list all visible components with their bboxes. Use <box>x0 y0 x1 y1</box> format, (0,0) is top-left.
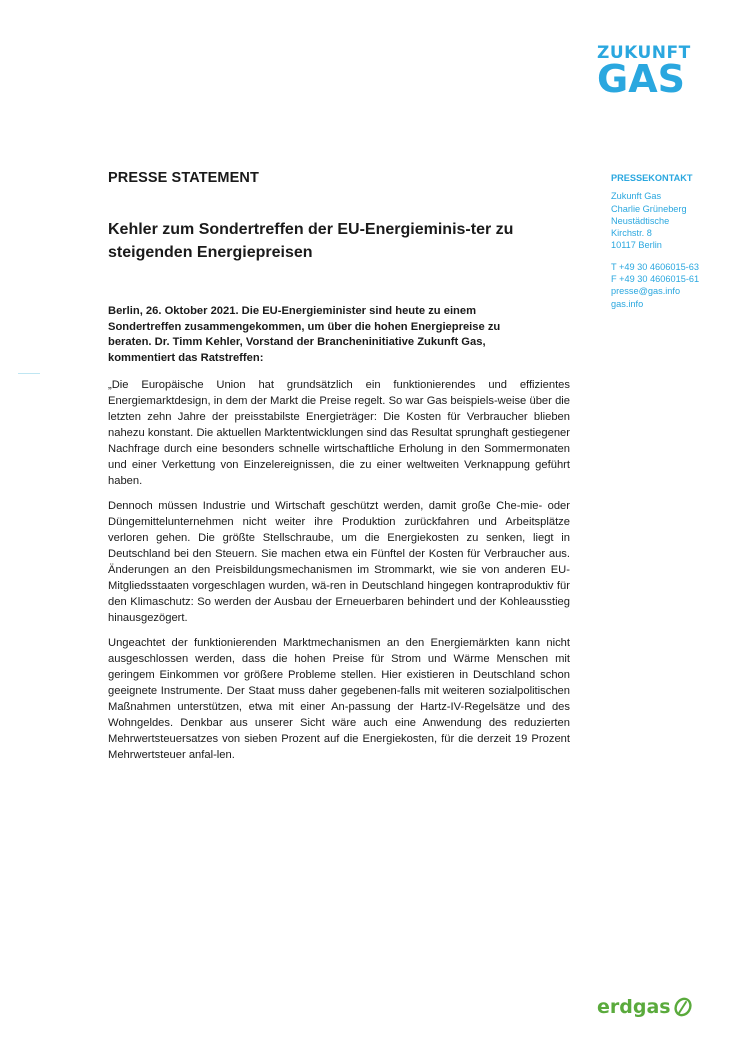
contact-website[interactable]: gas.info <box>611 298 644 309</box>
body-paragraph: „Die Europäische Union hat grundsätzlich ein funktionierendes und effizientes Energiemarktdesign, in dem der Markt die Preise regelt. So war Gas beispiels-weise über die letzten zehn Jahre der preisstabilste Energieträger: Die Kosten für Verbraucher blieben nahezu konstant. Die aktuellen Marktentwicklungen sind das Resultat sprunghaft gestiegener Nachfrage durch eine besonders schnelle wirtschaftliche Erholung in den Sommermonaten und einer Verkettung von Einzelereignissen, die zu einer weltweiten Verknappung geführt haben. <box>108 379 570 487</box>
body-text <box>108 377 570 772</box>
lead-paragraph: Berlin, 26. Oktober 2021. Die EU-Energieminister sind heute zu einem Sondertreffen zusammengekommen, um über die hohen Energiepreise zu beraten. Dr. Timm Kehler, Vorstand der Brancheninitiative Zukunft Gas, kommentiert das Ratstreffen: <box>108 305 501 364</box>
margin-mark <box>18 373 40 374</box>
headline: Kehler zum Sondertreffen der EU-Energieminis-ter zu steigenden Energiepreisen <box>108 221 514 261</box>
leaf-icon <box>673 997 693 1017</box>
document-type: PRESSE STATEMENT <box>108 170 259 186</box>
logo-line-gas: GAS <box>597 57 685 101</box>
contact-person: Charlie Grüneberg <box>611 203 687 214</box>
press-contact <box>611 172 699 310</box>
body-paragraph: Ungeachtet der funktionierenden Marktmechanismen an den Energiemärkten kann nicht ausgeschlossen werden, dass die hohen Preise für Strom und Wärme Menschen mit geringem Einkommen vor größere Probleme stellen. Hier existieren in Deutschland schon geeignete Instrumente. Der Staat muss daher gegebenen-falls mit weiteren sozialpolitischen Maßnahmen unterstützen, etwa mit einer An-passung der Hartz-IV-Regelsätze und des Wohngeldes. Denkbar aus unserer Sicht wäre auch eine Anwendung des reduzierten Mehrwertsteuersatzes von sieben Prozent auf die Energiekosten, für die derzeit 19 Prozent Mehrwertsteuer anfal-len. <box>108 637 570 761</box>
erdgas-wordmark: erdgas <box>597 996 671 1018</box>
contact-email[interactable]: presse@gas.info <box>611 286 681 297</box>
logo-line-zukunft: ZUKUNFT <box>597 43 691 63</box>
contact-fax: F +49 30 4606015-61 <box>611 274 700 285</box>
body-paragraph: Dennoch müssen Industrie und Wirtschaft geschützt werden, damit große Che-mie- oder Düngemittelunternehmen nicht weiter ihre Produktion zurückfahren und Arbeitsplätze verloren gehen. Die größte Stellschraube, um die Energiekosten zu senken, liegt in Deutschland bei den Steuern. Sie machen etwa ein Fünftel der Kosten für Verbraucher aus. Änderungen an den Preisbildungsmechanismen im Strommarkt, wie sie von anderen EU-Mitgliedsstaaten vorgeschlagen wurden, wä-ren in Deutschland hingegen kontraproduktiv für den Klimaschutz: So werden der Ausbau der Erneuerbaren behindert und der Kohleausstieg hinausgezögert. <box>108 500 570 624</box>
contact-org: Zukunft Gas <box>611 191 662 202</box>
erdgas-logo <box>597 996 693 1018</box>
contact-city: 10117 Berlin <box>611 240 662 251</box>
contact-phone: T +49 30 4606015-63 <box>611 261 699 272</box>
contact-street-2: Kirchstr. 8 <box>611 228 652 239</box>
zukunft-gas-logo <box>597 43 697 101</box>
contact-street-1: Neustädtische <box>611 215 670 226</box>
press-contact-label: PRESSEKONTAKT <box>611 173 693 183</box>
